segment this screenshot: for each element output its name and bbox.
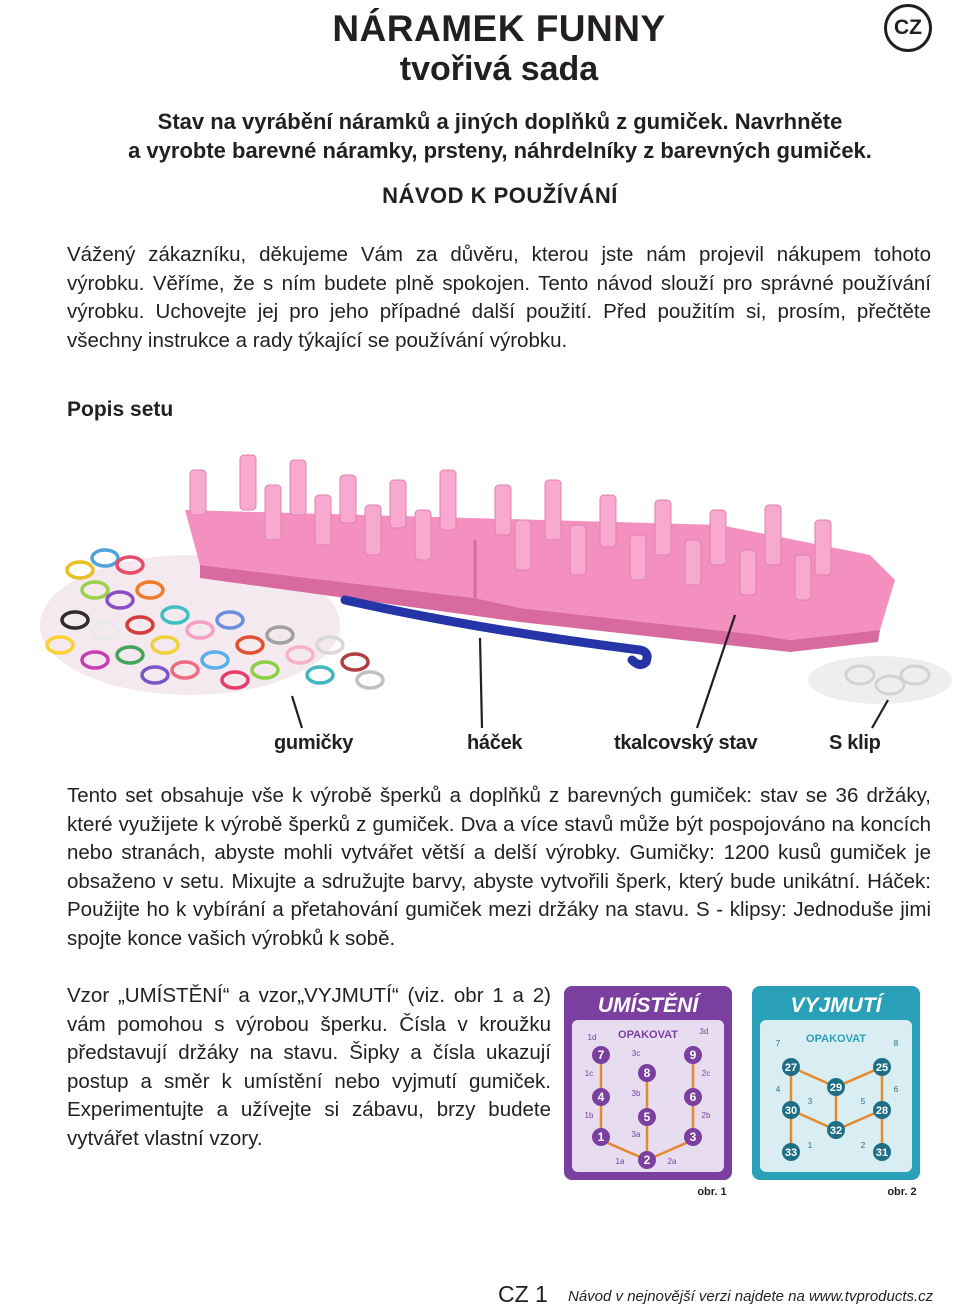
section-title: NÁVOD K POUŽÍVÁNÍ: [382, 183, 618, 208]
fig2-step-label: 6: [893, 1085, 899, 1094]
figure2-title: VYJMUTÍ: [790, 994, 882, 1017]
fig1-node-label: 3: [689, 1130, 697, 1144]
intro-line2: a vyrobte barevné náramky, prsteny, náhrdelníky z barevných gumiček.: [128, 138, 872, 163]
figure2-caption: obr. 2: [887, 1186, 917, 1198]
paragraph-set-contents: Tento set obsahuje vše k výrobě šperků a doplňků z barevných gumiček: stav se 36 držáky, které využijete k výrobě šperků z gumiček. Dva a více stavů může být pospojováno na koncích nebo stranách, abyste mohli vytvářet větší a delší výrobky. Gumičky: 1200 kusů gumiček je obsaženo v setu. Mixujte a sdružujte barvy, abyste vytvořili šperk, který bude unikátní. Háček: Použijte ho k vybírání a přetahování gumiček mezi držáky na stavu. S - klipsy: Jednoduše jimi spojte konce vašich výrobků k sobě.: [67, 784, 931, 950]
page-number: CZ 1: [498, 1281, 548, 1307]
paragraph-patterns: Vzor „UMÍSTĚNÍ“ a vzor„VYJMUTÍ“ (viz. obr 1 a 2) vám pomohou s výrobou šperku. Čísla v kroužku představují držáky na stavu. Šipky a čísla ukazují postup a směr k umístění nebo vyjmutí gumiček. Experimentujte a užívejte si zábavu, brzy budete vytvářet vlastní vzory.: [67, 984, 551, 1150]
title-line1: NÁRAMEK FUNNY: [332, 8, 666, 49]
fig1-step-label: 3d: [699, 1027, 709, 1036]
fig2-step-label: 8: [893, 1039, 899, 1048]
intro-text: [0, 107, 960, 165]
fig2-node-label: 28: [875, 1105, 889, 1117]
fig1-node-label: 6: [689, 1090, 697, 1104]
figure-placement: [564, 986, 732, 1198]
s-clips-image: [808, 656, 952, 704]
fig2-step-label: 2: [860, 1141, 866, 1150]
product-illustration: [0, 430, 960, 760]
fig1-node-label: 5: [643, 1110, 651, 1124]
fig1-step-label: 3b: [631, 1089, 641, 1098]
fig1-node-label: 1: [597, 1130, 605, 1144]
fig2-node-label: 30: [784, 1105, 798, 1117]
figure1-title: UMÍSTĚNÍ: [597, 994, 699, 1017]
fig2-node-label: 27: [784, 1062, 798, 1074]
fig2-step-label: 4: [775, 1085, 781, 1094]
fig2-step-label: 5: [860, 1097, 866, 1106]
fig1-step-label: 1a: [615, 1157, 625, 1166]
fig1-step-label: 2c: [701, 1069, 711, 1078]
label-bands: gumičky: [274, 732, 354, 754]
label-clip: S klip: [829, 732, 881, 754]
intro-line1: Stav na vyrábění náramků a jiných doplňků z gumiček. Navrhněte: [157, 109, 843, 134]
fig1-step-label: 3a: [631, 1130, 641, 1139]
fig1-step-label: 2b: [701, 1111, 711, 1120]
set-heading: Popis setu: [67, 398, 174, 421]
fig2-node-label: 25: [875, 1062, 889, 1074]
paragraph-welcome: Vážený zákazníku, děkujeme Vám za důvěru, kterou jste nám projevil nákupem tohoto výrobku. Věříme, že s ním budete plně spokojen. Tento návod slouží pro správné používání výrobku. Uchovejte jej pro jeho případné další použití. Před použitím si, prosím, přečtěte všechny instrukce a rady týkající se používání výrobku.: [67, 243, 931, 352]
fig1-step-label: 2a: [667, 1157, 677, 1166]
pattern-figures: [560, 980, 940, 1200]
figure2-repeat: OPAKOVAT: [806, 1033, 866, 1045]
fig1-node-label: 7: [597, 1048, 605, 1062]
fig2-node-label: 31: [875, 1147, 889, 1159]
figure1-repeat: OPAKOVAT: [618, 1029, 678, 1041]
fig2-node-label: 33: [784, 1147, 798, 1159]
fig1-node-label: 9: [689, 1048, 697, 1062]
fig1-step-label: 1d: [587, 1033, 597, 1042]
fig1-step-label: 1b: [584, 1111, 594, 1120]
footer-note: Návod v nejnovější verzi najdete na www.tvproducts.cz: [568, 1288, 934, 1305]
fig1-node-label: 8: [643, 1066, 651, 1080]
fig2-step-label: 7: [775, 1039, 781, 1048]
figure-removal: [752, 986, 920, 1198]
label-loom: tkalcovský stav: [614, 732, 758, 754]
fig1-node-label: 2: [643, 1153, 651, 1167]
fig1-step-label: 3c: [631, 1049, 641, 1058]
fig1-step-label: 1c: [584, 1069, 594, 1078]
title-line2: tvořivá sada: [399, 50, 599, 88]
language-badge: CZ: [884, 4, 932, 52]
label-hook: háček: [467, 732, 523, 754]
fig2-node-label: 32: [829, 1125, 843, 1137]
figure1-caption: obr. 1: [697, 1186, 727, 1198]
fig2-node-label: 29: [829, 1082, 843, 1094]
fig1-node-label: 4: [597, 1090, 605, 1104]
fig2-step-label: 3: [807, 1097, 813, 1106]
fig2-step-label: 1: [807, 1141, 813, 1150]
